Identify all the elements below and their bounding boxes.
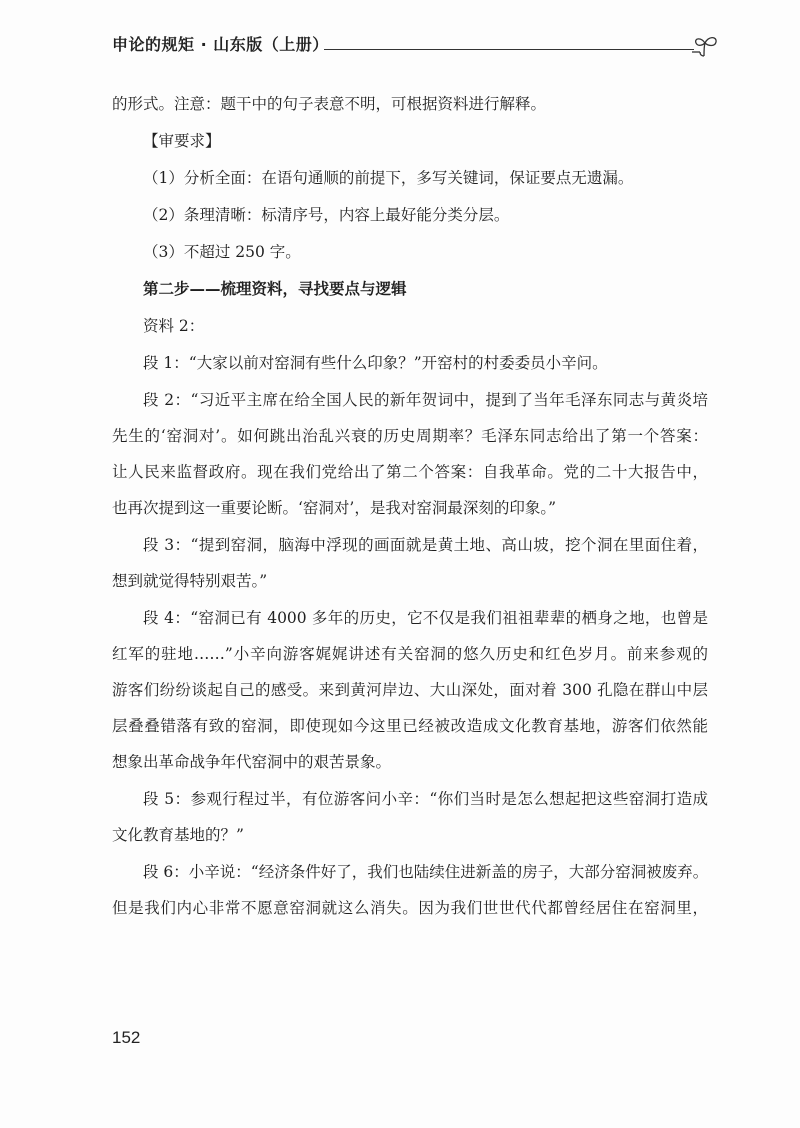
text-line: 红军的驻地……”小辛向游客娓娓讲述有关窑洞的悠久历史和红色岁月。前来参观的 — [112, 645, 708, 663]
text-line: 段 6：小辛说：“经济条件好了，我们也陆续住进新盖的房子，大部分窑洞被废弃。 — [143, 863, 709, 881]
body-text — [112, 93, 708, 920]
running-header — [112, 30, 712, 60]
paragraph-5 — [112, 788, 708, 847]
list-item: （1）分析全面：在语句通顺的前提下，多写关键词，保证要点无遗漏。 — [143, 169, 634, 187]
paragraph-1: 段 1：“大家以前对窑洞有些什么印象？”开窑村的村委委员小辛问。 — [143, 354, 608, 372]
text-line: 的形式。注意：题干中的句子表意不明，可根据资料进行解释。 — [112, 95, 547, 113]
text-line: 想到就觉得特别艰苦。” — [112, 572, 268, 590]
list-item: （3）不超过 250 字。 — [143, 243, 301, 261]
material-label: 资料 2： — [143, 317, 205, 335]
paragraph-6 — [112, 861, 708, 920]
text-line: 段 5：参观行程过半，有位游客问小辛：“你们当时是怎么想起把这些窑洞打造成 — [143, 790, 708, 808]
text-line: 想象出革命战争年代窑洞中的艰苦景象。 — [112, 753, 392, 771]
section-heading: 【审要求】 — [143, 132, 221, 150]
paragraph-2 — [112, 389, 708, 520]
paragraph-4 — [112, 607, 708, 774]
paragraph-3 — [112, 534, 708, 593]
text-line: 层叠叠错落有致的窑洞，即使现如今这里已经被改造成文化教育基地，游客们依然能 — [112, 717, 708, 735]
text-line: 也再次提到这一重要论断。‘窑洞对’，是我对窑洞最深刻的印象。” — [112, 499, 557, 517]
text-line: 但是我们内心非常不愿意窑洞就这么消失。因为我们世世代代都曾经居住在窑洞里， — [112, 899, 708, 917]
sprout-icon — [690, 34, 720, 58]
text-line: 段 4：“窑洞已有 4000 多年的历史，它不仅是我们祖祖辈辈的栖身之地，也曾是 — [143, 609, 708, 627]
header-rule — [324, 49, 694, 50]
header-title: 申论的规矩 · 山东版（上册） — [112, 35, 329, 54]
text-line: 段 3：“提到窑洞，脑海中浮现的画面就是黄土地、高山坡，挖个洞在里面住着， — [143, 536, 708, 554]
text-line: 段 2：“习近平主席在给全国人民的新年贺词中，提到了当年毛泽东同志与黄炎培 — [143, 391, 708, 409]
text-line: 让人民来监督政府。现在我们党给出了第二个答案：自我革命。党的二十大报告中， — [112, 463, 708, 481]
page-number: 152 — [112, 1028, 141, 1047]
text-line: 文化教育基地的？” — [112, 826, 244, 844]
list-item: （2）条理清晰：标清序号，内容上最好能分类分层。 — [143, 206, 510, 224]
text-line: 先生的‘窑洞对’。如何跳出治乱兴衰的历史周期率？毛泽东同志给出了第一个答案： — [112, 427, 708, 445]
text-line: 游客们纷纷谈起自己的感受。来到黄河岸边、大山深处，面对着 300 孔隐在群山中层 — [112, 681, 708, 699]
step-heading: 第二步——梳理资料，寻找要点与逻辑 — [143, 280, 407, 298]
